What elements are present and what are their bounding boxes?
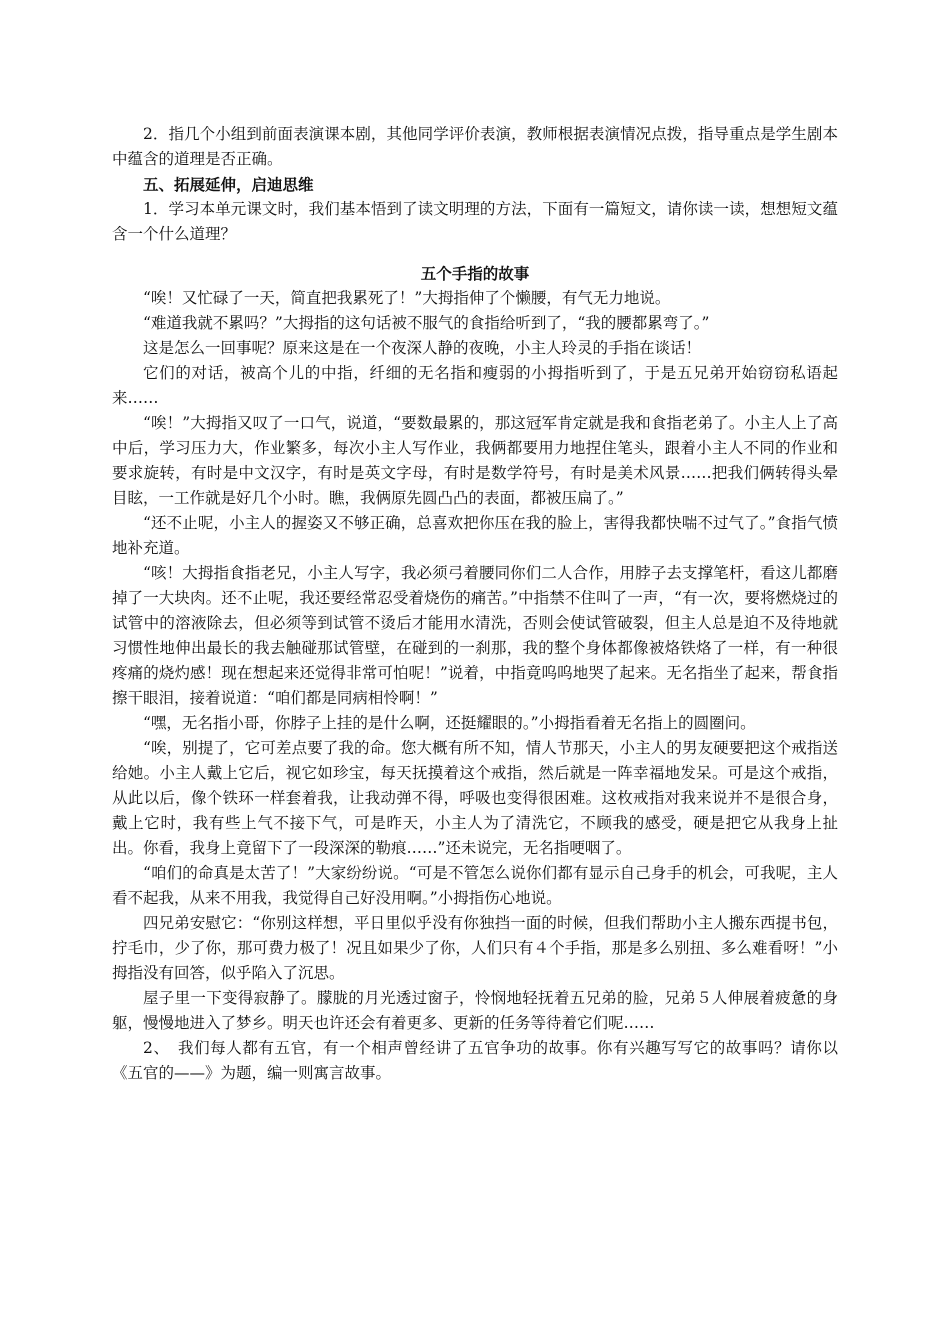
story-paragraph: “嘿，无名指小哥，你脖子上挂的是什么啊，还挺耀眼的。”小拇指看着无名指上的圆圈问。: [143, 714, 756, 732]
story-paragraph: “唉！又忙碌了一天，简直把我累死了！”大拇指伸了个懒腰，有气无力地说。: [143, 289, 671, 307]
story-title: 五个手指的故事: [420, 264, 530, 283]
section-heading: 五、拓展延伸，启迪思维: [143, 175, 314, 194]
story-paragraph: 屋子里一下变得寂静了。朦胧的月光透过窗子，怜悯地轻抚着五兄弟的脸，兄弟５人伸展着疲惫的身躯，慢慢地进入了梦乡。明天也许还会有着更多、更新的任务等待着它们呢……: [112, 989, 838, 1032]
story-paragraph: 四兄弟安慰它：“你别这样想，平日里似乎没有你独挡一面的时候，但我们帮助小主人搬东西提书包，拧毛巾，少了你，那可费力极了！况且如果少了你，人们只有４个手指，那是多么别扭、多么难看呀！”小拇指没有回答，似乎陷入了沉思。: [112, 914, 838, 982]
story-paragraph: “咳！大拇指食指老兄，小主人写字，我必须弓着腰同你们二人合作，用脖子去支撑笔杆，看这儿都磨掉了一大块肉。还不止呢，我还要经常忍受着烧伤的痛苦。”中指禁不住叫了一声，“有一次，要将燃烧过的试管中的溶液除去，但必须等到试管不烫后才能用水清洗，否则会使试管破裂，但主人总是迫不及待地就习惯性地伸出最长的我去触碰那试管壁，在碰到的一刹那，我的整个身体都像被烙铁烙了一样，有一种很疼痛的烧灼感！现在想起来还觉得非常可怕呢！”说着，中指竟呜呜地哭了起来。无名指坐了起来，帮食指擦干眼泪，接着说道：“咱们都是同病相怜啊！”: [112, 564, 838, 707]
task-item-2: 2、 我们每人都有五官，有一个相声曾经讲了五官争功的故事。你有兴趣写写它的故事吗？请你以《五官的——》为题，编一则寓言故事。: [112, 1039, 838, 1082]
story-paragraph: 这是怎么一回事呢？原来这是在一个夜深人静的夜晚，小主人玲灵的手指在谈话！: [143, 339, 702, 357]
document-page: [112, 122, 838, 1086]
story-paragraph: “唉，别提了，它可差点要了我的命。您大概有所不知，情人节那天，小主人的男友硬要把这个戒指送给她。小主人戴上它后，视它如珍宝，每天抚摸着这个戒指，然后就是一阵幸福地发呆。可是这个戒指，从此以后，像个铁环一样套着我，让我动弹不得，呼吸也变得很困难。这枚戒指对我来说并不是很合身，戴上它时，我有些上气不接下气，可是昨天，小主人为了清洗它，不顾我的感受，硬是把它从我身上扯出。你看，我身上竟留下了一段深深的勒痕……”还未说完，无名指哽咽了。: [112, 739, 838, 857]
story-paragraph: “咱们的命真是太苦了！”大家纷纷说。“可是不管怎么说你们都有显示自己身手的机会，可我呢，主人看不起我，从来不用我，我觉得自己好没用啊。”小拇指伤心地说。: [112, 864, 838, 907]
story-paragraph: “唉！”大拇指又叹了一口气，说道，“要数最累的，那这冠军肯定就是我和食指老弟了。小主人上了高中后，学习压力大，作业繁多，每次小主人写作业，我俩都要用力地捏住笔头，跟着小主人不同的作业和要求旋转，有时是中文汉字，有时是英文字母，有时是数学符号，有时是美术风景……把我们俩转得头晕目眩，一工作就是好几个小时。瞧，我俩原先圆凸凸的表面，都被压扁了。”: [112, 414, 838, 507]
story-paragraph: “还不止呢，小主人的握姿又不够正确，总喜欢把你压在我的脸上，害得我都快喘不过气了。”食指气愤地补充道。: [112, 514, 838, 557]
story-paragraph: “难道我就不累吗？”大拇指的这句话被不服气的食指给听到了，“我的腰都累弯了。”: [143, 314, 710, 332]
story-paragraph: 它们的对话，被高个儿的中指，纤细的无名指和瘦弱的小拇指听到了，于是五兄弟开始窃窃私语起来……: [112, 364, 838, 407]
intro-item-1: 1．学习本单元课文时，我们基本悟到了读文明理的方法，下面有一篇短文，请你读一读，想想短文蕴含一个什么道理？: [112, 200, 838, 243]
intro-item-2: 2．指几个小组到前面表演课本剧，其他同学评价表演，教师根据表演情况点拨，指导重点是学生剧本中蕴含的道理是否正确。: [112, 125, 838, 168]
